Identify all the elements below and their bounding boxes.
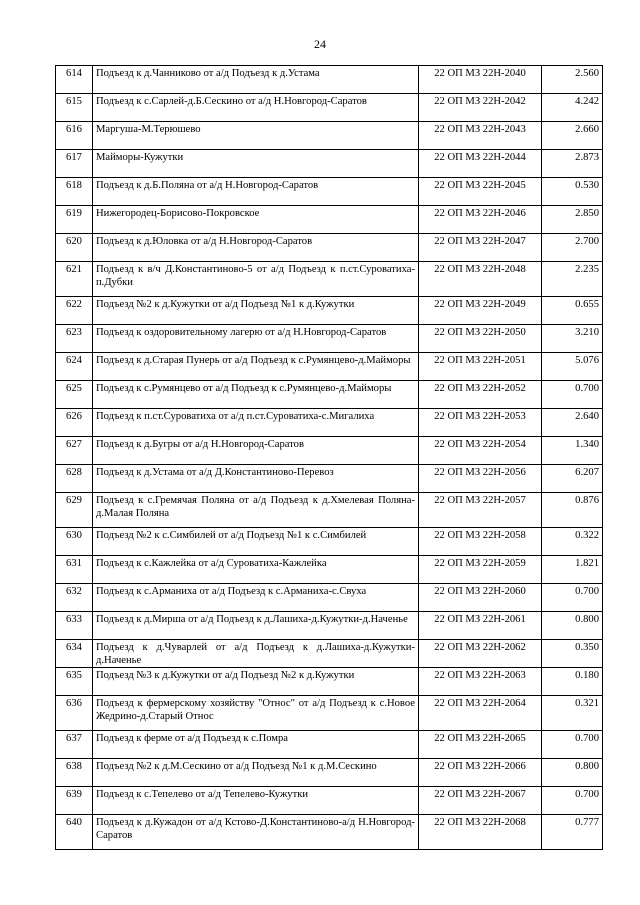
road-id: 22 ОП МЗ 22Н-2066 bbox=[419, 759, 542, 787]
road-id: 22 ОП МЗ 22Н-2045 bbox=[419, 178, 542, 206]
road-id: 22 ОП МЗ 22Н-2056 bbox=[419, 465, 542, 493]
road-length: 0.655 bbox=[542, 297, 603, 325]
table-row bbox=[56, 206, 603, 234]
row-number: 614 bbox=[56, 66, 93, 94]
road-name: Подъезд к с.Кажлейка от а/д Суроватиха-Кажлейка bbox=[93, 556, 419, 584]
row-number: 630 bbox=[56, 528, 93, 556]
road-length: 1.340 bbox=[542, 437, 603, 465]
table-row bbox=[56, 556, 603, 584]
road-name: Подъезд №2 к д.Кужутки от а/д Подъезд №1 к д.Кужутки bbox=[93, 297, 419, 325]
row-number: 629 bbox=[56, 493, 93, 528]
row-number: 631 bbox=[56, 556, 93, 584]
road-length: 0.700 bbox=[542, 731, 603, 759]
road-name: Нижегородец-Борисово-Покровское bbox=[93, 206, 419, 234]
road-length: 0.800 bbox=[542, 612, 603, 640]
table-row bbox=[56, 437, 603, 465]
table-row bbox=[56, 815, 603, 850]
row-number: 639 bbox=[56, 787, 93, 815]
road-length: 2.640 bbox=[542, 409, 603, 437]
road-length: 3.210 bbox=[542, 325, 603, 353]
row-number: 620 bbox=[56, 234, 93, 262]
row-number: 619 bbox=[56, 206, 93, 234]
road-id: 22 ОП МЗ 22Н-2048 bbox=[419, 262, 542, 297]
road-name: Подъезд к д.Чуварлей от а/д Подъезд к д.Лашиха-д.Кужутки-д.Наченье bbox=[93, 640, 419, 668]
road-length: 0.180 bbox=[542, 668, 603, 696]
row-number: 628 bbox=[56, 465, 93, 493]
roads-table bbox=[55, 65, 603, 850]
table-row bbox=[56, 325, 603, 353]
road-name: Маргуша-М.Терюшево bbox=[93, 122, 419, 150]
road-length: 0.700 bbox=[542, 787, 603, 815]
road-name: Подъезд к ферме от а/д Подъезд к с.Помра bbox=[93, 731, 419, 759]
road-length: 0.700 bbox=[542, 381, 603, 409]
road-length: 2.560 bbox=[542, 66, 603, 94]
table-row bbox=[56, 297, 603, 325]
table-row bbox=[56, 353, 603, 381]
road-name: Подъезд к д.Бугры от а/д Н.Новгород-Саратов bbox=[93, 437, 419, 465]
road-id: 22 ОП МЗ 22Н-2042 bbox=[419, 94, 542, 122]
table-row bbox=[56, 150, 603, 178]
road-name: Подъезд к с.Тепелево от а/д Тепелево-Кужутки bbox=[93, 787, 419, 815]
table-row bbox=[56, 668, 603, 696]
road-length: 0.777 bbox=[542, 815, 603, 850]
road-id: 22 ОП МЗ 22Н-2043 bbox=[419, 122, 542, 150]
road-length: 6.207 bbox=[542, 465, 603, 493]
road-name: Подъезд к д.Старая Пунерь от а/д Подъезд к с.Румянцево-д.Майморы bbox=[93, 353, 419, 381]
road-name: Подъезд к оздоровительному лагерю от а/д Н.Новгород-Саратов bbox=[93, 325, 419, 353]
road-length: 5.076 bbox=[542, 353, 603, 381]
table-row bbox=[56, 66, 603, 94]
road-length: 0.321 bbox=[542, 696, 603, 731]
road-length: 1.821 bbox=[542, 556, 603, 584]
table-row bbox=[56, 612, 603, 640]
road-name: Подъезд №2 к с.Симбилей от а/д Подъезд №1 к с.Симбилей bbox=[93, 528, 419, 556]
table-row bbox=[56, 584, 603, 612]
road-name: Подъезд №2 к д.М.Сескино от а/д Подъезд №1 к д.М.Сескино bbox=[93, 759, 419, 787]
table-row bbox=[56, 696, 603, 731]
road-name: Майморы-Кужутки bbox=[93, 150, 419, 178]
road-length: 0.700 bbox=[542, 584, 603, 612]
row-number: 633 bbox=[56, 612, 93, 640]
table-row bbox=[56, 122, 603, 150]
road-name: Подъезд к в/ч Д.Константиново-5 от а/д Подъезд к п.ст.Суроватиха-п.Дубки bbox=[93, 262, 419, 297]
road-id: 22 ОП МЗ 22Н-2067 bbox=[419, 787, 542, 815]
road-id: 22 ОП МЗ 22Н-2052 bbox=[419, 381, 542, 409]
road-id: 22 ОП МЗ 22Н-2058 bbox=[419, 528, 542, 556]
road-length: 2.873 bbox=[542, 150, 603, 178]
table-row bbox=[56, 640, 603, 668]
table-row bbox=[56, 731, 603, 759]
row-number: 632 bbox=[56, 584, 93, 612]
road-length: 0.876 bbox=[542, 493, 603, 528]
table-row bbox=[56, 262, 603, 297]
road-name: Подъезд к д.Чанниково от а/д Подъезд к д.Устама bbox=[93, 66, 419, 94]
road-id: 22 ОП МЗ 22Н-2065 bbox=[419, 731, 542, 759]
table-row bbox=[56, 465, 603, 493]
table-row bbox=[56, 787, 603, 815]
row-number: 635 bbox=[56, 668, 93, 696]
table-row bbox=[56, 528, 603, 556]
row-number: 618 bbox=[56, 178, 93, 206]
road-length: 2.700 bbox=[542, 234, 603, 262]
road-id: 22 ОП МЗ 22Н-2046 bbox=[419, 206, 542, 234]
road-name: Подъезд к фермерскому хозяйству "Относ" от а/д Подъезд к с.Новое Жедрино-д.Старый Относ bbox=[93, 696, 419, 731]
table-row bbox=[56, 178, 603, 206]
road-name: Подъезд к с.Румянцево от а/д Подъезд к с.Румянцево-д.Майморы bbox=[93, 381, 419, 409]
row-number: 624 bbox=[56, 353, 93, 381]
table-row bbox=[56, 409, 603, 437]
table-row bbox=[56, 234, 603, 262]
row-number: 637 bbox=[56, 731, 93, 759]
row-number: 623 bbox=[56, 325, 93, 353]
road-length: 0.322 bbox=[542, 528, 603, 556]
row-number: 640 bbox=[56, 815, 93, 850]
road-id: 22 ОП МЗ 22Н-2062 bbox=[419, 640, 542, 668]
road-id: 22 ОП МЗ 22Н-2057 bbox=[419, 493, 542, 528]
road-id: 22 ОП МЗ 22Н-2044 bbox=[419, 150, 542, 178]
roads-table-body bbox=[56, 66, 603, 850]
road-id: 22 ОП МЗ 22Н-2063 bbox=[419, 668, 542, 696]
road-name: Подъезд к с.Гремячая Поляна от а/д Подъезд к д.Хмелевая Поляна-д.Малая Поляна bbox=[93, 493, 419, 528]
row-number: 617 bbox=[56, 150, 93, 178]
row-number: 616 bbox=[56, 122, 93, 150]
road-name: Подъезд к д.Устама от а/д Д.Константиново-Перевоз bbox=[93, 465, 419, 493]
road-name: Подъезд к д.Кужадон от а/д Кстово-Д.Константиново-а/д Н.Новгород-Саратов bbox=[93, 815, 419, 850]
road-name: Подъезд к п.ст.Суроватиха от а/д п.ст.Суроватиха-с.Мигалиха bbox=[93, 409, 419, 437]
road-length: 0.530 bbox=[542, 178, 603, 206]
road-id: 22 ОП МЗ 22Н-2049 bbox=[419, 297, 542, 325]
row-number: 615 bbox=[56, 94, 93, 122]
road-length: 2.660 bbox=[542, 122, 603, 150]
table-row bbox=[56, 759, 603, 787]
row-number: 622 bbox=[56, 297, 93, 325]
road-id: 22 ОП МЗ 22Н-2064 bbox=[419, 696, 542, 731]
road-name: Подъезд к с.Арманиха от а/д Подъезд к с.Арманиха-с.Свуха bbox=[93, 584, 419, 612]
row-number: 627 bbox=[56, 437, 93, 465]
road-id: 22 ОП МЗ 22Н-2060 bbox=[419, 584, 542, 612]
row-number: 625 bbox=[56, 381, 93, 409]
road-name: Подъезд к д.Мирша от а/д Подъезд к д.Лашиха-д.Кужутки-д.Наченье bbox=[93, 612, 419, 640]
row-number: 621 bbox=[56, 262, 93, 297]
road-id: 22 ОП МЗ 22Н-2053 bbox=[419, 409, 542, 437]
row-number: 636 bbox=[56, 696, 93, 731]
road-length: 2.850 bbox=[542, 206, 603, 234]
road-id: 22 ОП МЗ 22Н-2059 bbox=[419, 556, 542, 584]
table-row bbox=[56, 94, 603, 122]
table-row bbox=[56, 493, 603, 528]
row-number: 638 bbox=[56, 759, 93, 787]
road-name: Подъезд №3 к д.Кужутки от а/д Подъезд №2 к д.Кужутки bbox=[93, 668, 419, 696]
road-length: 4.242 bbox=[542, 94, 603, 122]
road-length: 0.350 bbox=[542, 640, 603, 668]
page-number: 24 bbox=[314, 37, 326, 51]
road-id: 22 ОП МЗ 22Н-2050 bbox=[419, 325, 542, 353]
road-name: Подъезд к д.Юловка от а/д Н.Новгород-Саратов bbox=[93, 234, 419, 262]
road-id: 22 ОП МЗ 22Н-2061 bbox=[419, 612, 542, 640]
road-length: 2.235 bbox=[542, 262, 603, 297]
road-name: Подъезд к с.Сарлей-д.Б.Сескино от а/д Н.Новгород-Саратов bbox=[93, 94, 419, 122]
road-id: 22 ОП МЗ 22Н-2040 bbox=[419, 66, 542, 94]
row-number: 634 bbox=[56, 640, 93, 668]
road-id: 22 ОП МЗ 22Н-2054 bbox=[419, 437, 542, 465]
road-name: Подъезд к д.Б.Поляна от а/д Н.Новгород-Саратов bbox=[93, 178, 419, 206]
row-number: 626 bbox=[56, 409, 93, 437]
road-id: 22 ОП МЗ 22Н-2068 bbox=[419, 815, 542, 850]
road-id: 22 ОП МЗ 22Н-2047 bbox=[419, 234, 542, 262]
road-length: 0.800 bbox=[542, 759, 603, 787]
road-id: 22 ОП МЗ 22Н-2051 bbox=[419, 353, 542, 381]
table-row bbox=[56, 381, 603, 409]
